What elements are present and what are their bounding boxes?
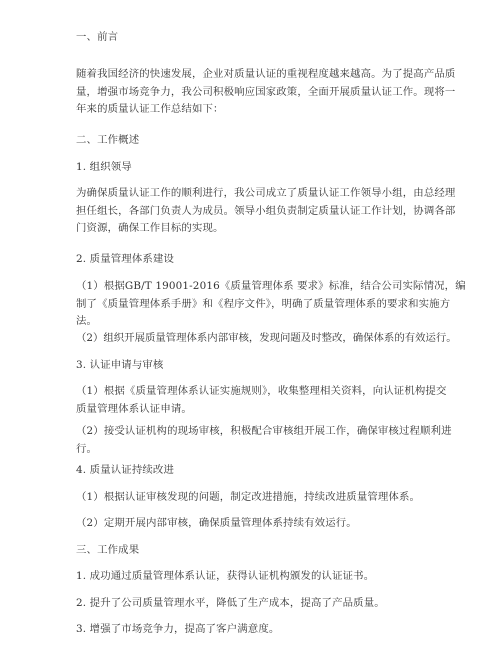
item3-p2-line: 行。 [76, 442, 98, 455]
item2-title: 2. 质量管理体系建设 [76, 253, 174, 265]
preface-line: 年来的质量认证工作总结如下： [76, 103, 224, 115]
item3-subitem-1 [76, 383, 447, 418]
item3-p1-line: （1）根据《质量管理体系认证实施规则》，收集整理相关资料，向认证机构提交 [76, 385, 447, 397]
item1-line: 担任组长，各部门负责人为成员。领导小组负责制定质量认证工作计划，协调各部 [76, 204, 456, 217]
preface-line: 量，增强市场竞争力，我公司积极响应国家政策，全面开展质量认证工作。现将一 [76, 85, 456, 98]
result-item-2: 2. 提升了公司质量管理水平，降低了生产成本，提高了产品质量。 [76, 597, 385, 609]
item3-p2-line: （2）接受认证机构的现场审核，积极配合审核组开展工作，确保审核过程顺利进 [76, 425, 452, 437]
item2-p1-line: 制了《质量管理体系手册》和《程序文件》，明确了质量管理体系的要求和实施方 [76, 297, 451, 310]
heading-overview: 二、工作概述 [76, 134, 140, 146]
item2-subitem-1 [76, 278, 466, 331]
item2-p1-line: （1）根据GB/T 19001-2016《质量管理体系 要求》标准，结合公司实际情况，编 [76, 280, 466, 292]
preface-paragraph [76, 66, 456, 119]
item4-subitem-1: （1）根据认证审核发现的问题，制定改进措施，持续改进质量管理体系。 [76, 491, 421, 503]
item1-line: 门资源，确保工作目标的实现。 [76, 222, 224, 234]
result-item-3: 3. 增强了市场竞争力，提高了客户满意度。 [76, 623, 280, 635]
item2-subitem-2: （2）组织开展质量管理体系内部审核，发现问题及时整改，确保体系的有效运行。 [76, 332, 457, 344]
heading-preface: 一、前言 [76, 31, 119, 43]
item3-p1-line: 质量管理体系认证申请。 [76, 402, 192, 415]
item1-line: 为确保质量认证工作的顺利进行，我公司成立了质量认证工作领导小组，由总经理 [76, 187, 456, 199]
item2-p1-line: 法。 [76, 315, 98, 327]
item3-subitem-2 [76, 423, 452, 458]
item1-paragraph [76, 185, 456, 238]
item4-subitem-2: （2）定期开展内部审核，确保质量管理体系持续有效运行。 [76, 517, 357, 529]
item1-title: 1. 组织领导 [76, 161, 132, 173]
preface-line: 随着我国经济的快速发展，企业对质量认证的重视程度越来越高。为了提高产品质 [76, 68, 456, 80]
result-item-1: 1. 成功通过质量管理体系认证，获得认证机构颁发的认证证书。 [76, 570, 375, 582]
heading-results: 三、工作成果 [76, 544, 140, 556]
item3-title: 3. 认证申请与审核 [76, 359, 164, 371]
item4-title: 4. 质量认证持续改进 [76, 464, 174, 476]
